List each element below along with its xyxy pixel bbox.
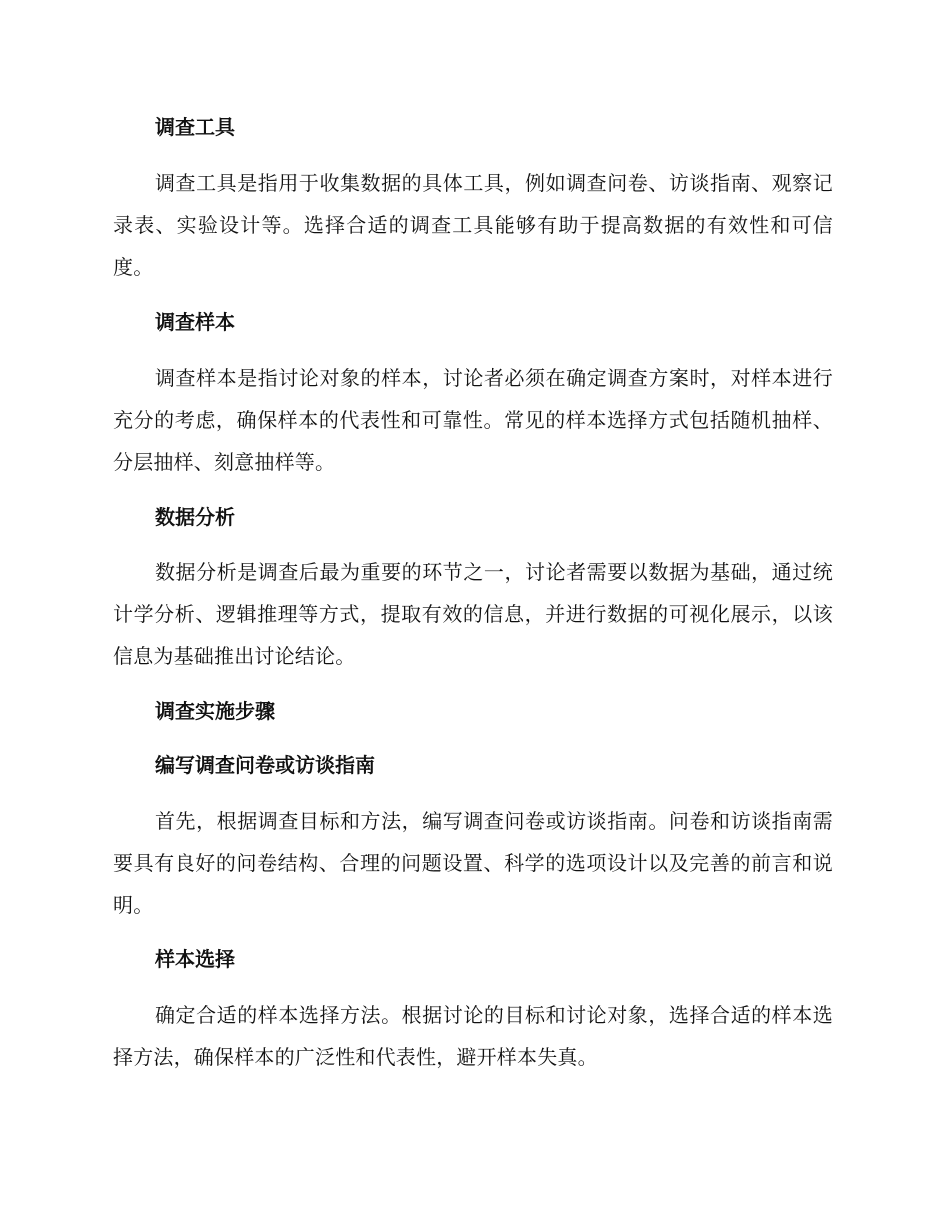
section-heading-data-analysis: 数据分析: [155, 505, 235, 529]
section-paragraph-survey-sample: 调查样本是指讨论对象的样本，讨论者必须在确定调查方案时，对样本进行充分的考虑，确保样本的代表性和可靠性。常见的样本选择方式包括随机抽样、分层抽样、刻意抽样等。: [113, 366, 833, 474]
section-paragraph-write-questionnaire: 首先，根据调查目标和方法，编写调查问卷或访谈指南。问卷和访谈指南需要具有良好的问卷结构、合理的问题设置、科学的选项设计以及完善的前言和说明。: [113, 809, 833, 917]
section-heading-survey-tools: 调查工具: [155, 115, 235, 139]
section-heading-sample-selection: 样本选择: [155, 947, 235, 971]
section-paragraph-sample-selection: 确定合适的样本选择方法。根据讨论的目标和讨论对象，选择合适的样本选择方法，确保样本的广泛性和代表性，避开样本失真。: [113, 1003, 833, 1069]
section-heading-survey-sample: 调查样本: [155, 310, 235, 334]
section-paragraph-data-analysis: 数据分析是调查后最为重要的环节之一，讨论者需要以数据为基础，通过统计学分析、逻辑推理等方式，提取有效的信息，并进行数据的可视化展示，以该信息为基础推出讨论结论。: [113, 560, 833, 668]
section-paragraph-survey-tools: 调查工具是指用于收集数据的具体工具，例如调查问卷、访谈指南、观察记录表、实验设计等。选择合适的调查工具能够有助于提高数据的有效性和可信度。: [113, 171, 833, 279]
section-heading-implementation-steps: 调查实施步骤: [155, 699, 275, 723]
section-heading-write-questionnaire: 编写调查问卷或访谈指南: [155, 753, 375, 777]
